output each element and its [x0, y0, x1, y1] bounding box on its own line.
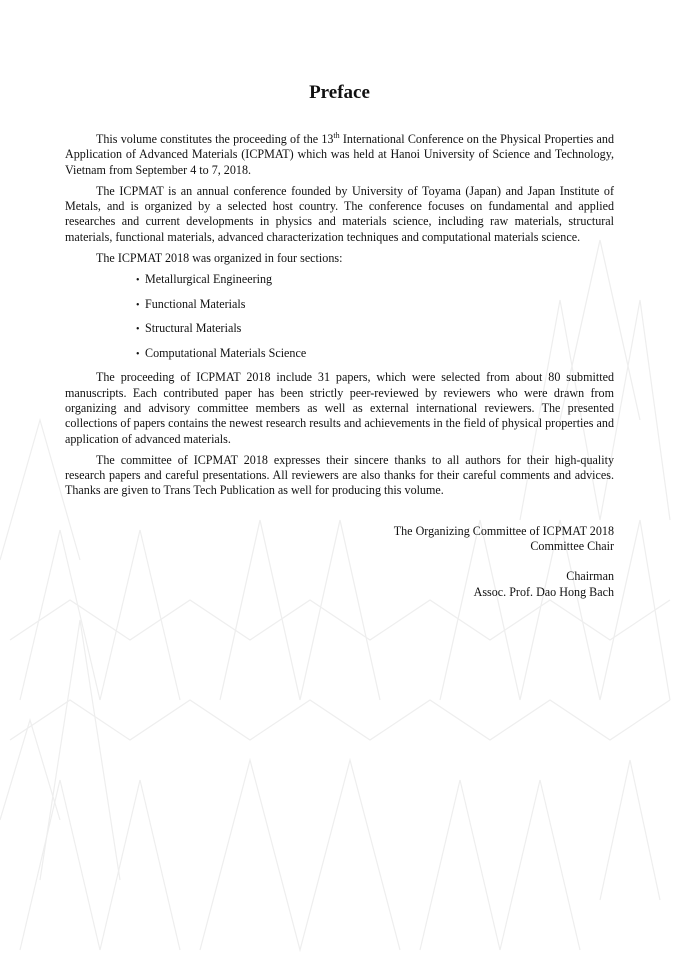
paragraph-thanks: The committee of ICPMAT 2018 expresses their sincere thanks to all authors for their high-quality research papers and careful presentations. All reviewers are also thanks for their careful comments and advices. Thanks are given to Trans Tech Publication as well for producing this volume.: [65, 452, 614, 498]
section-label: Functional Materials: [145, 296, 246, 311]
paragraph-intro: [65, 132, 614, 178]
signature-spacer: [65, 554, 614, 569]
bullet-icon: •: [136, 348, 140, 360]
bullet-icon: •: [136, 299, 140, 311]
paragraph-intro-start: This volume constitutes the proceeding of the 13: [96, 132, 334, 146]
bullet-icon: •: [136, 275, 140, 287]
preface-content: [65, 81, 614, 600]
paragraph-about: The ICPMAT is an annual conference founded by University of Toyama (Japan) and Japan Institute of Metals, and is organized by a selected host country. The conference focuses on fundamental and applied researches and current developments in physics and materials science, including raw materials, structural materials, functional materials, advanced characterization techniques and computational materials science.: [65, 183, 614, 244]
section-label: Structural Materials: [145, 321, 242, 336]
signature-committee-role: Committee Chair: [530, 539, 614, 554]
paragraph-intro-end: International Conference on the Physical Properties and Application of Advanced Materials (ICPMAT) which was held at Hanoi University of Science and Technology, Vietnam from September 4 to 7, 2018.: [65, 132, 614, 177]
list-item: [136, 297, 614, 313]
signature-name: Assoc. Prof. Dao Hong Bach: [473, 584, 614, 599]
signature-committee: The Organizing Committee of ICPMAT 2018: [393, 523, 614, 538]
list-item: [136, 321, 614, 337]
signature-block: [65, 524, 614, 600]
sections-list: [65, 272, 614, 362]
ordinal-superscript: th: [333, 131, 340, 140]
section-label: Metallurgical Engineering: [145, 272, 273, 287]
list-item: [136, 346, 614, 362]
section-label: Computational Materials Science: [145, 345, 307, 360]
list-item: [136, 272, 614, 288]
signature-title: Chairman: [566, 569, 614, 584]
paragraph-proceeding: The proceeding of ICPMAT 2018 include 31 papers, which were selected from about 80 submitted manuscripts. Each contributed paper has been strictly peer-reviewed by reviewers who were drawn from organizing and advisory committee members as well as external international reviewers. The presented collections of papers contains the newest research results and achievements in the field of physical properties and application of advanced materials.: [65, 370, 614, 446]
page-title: Preface: [309, 82, 370, 103]
paragraph-sections-intro: The ICPMAT 2018 was organized in four sections:: [96, 251, 343, 266]
bullet-icon: •: [136, 324, 140, 336]
